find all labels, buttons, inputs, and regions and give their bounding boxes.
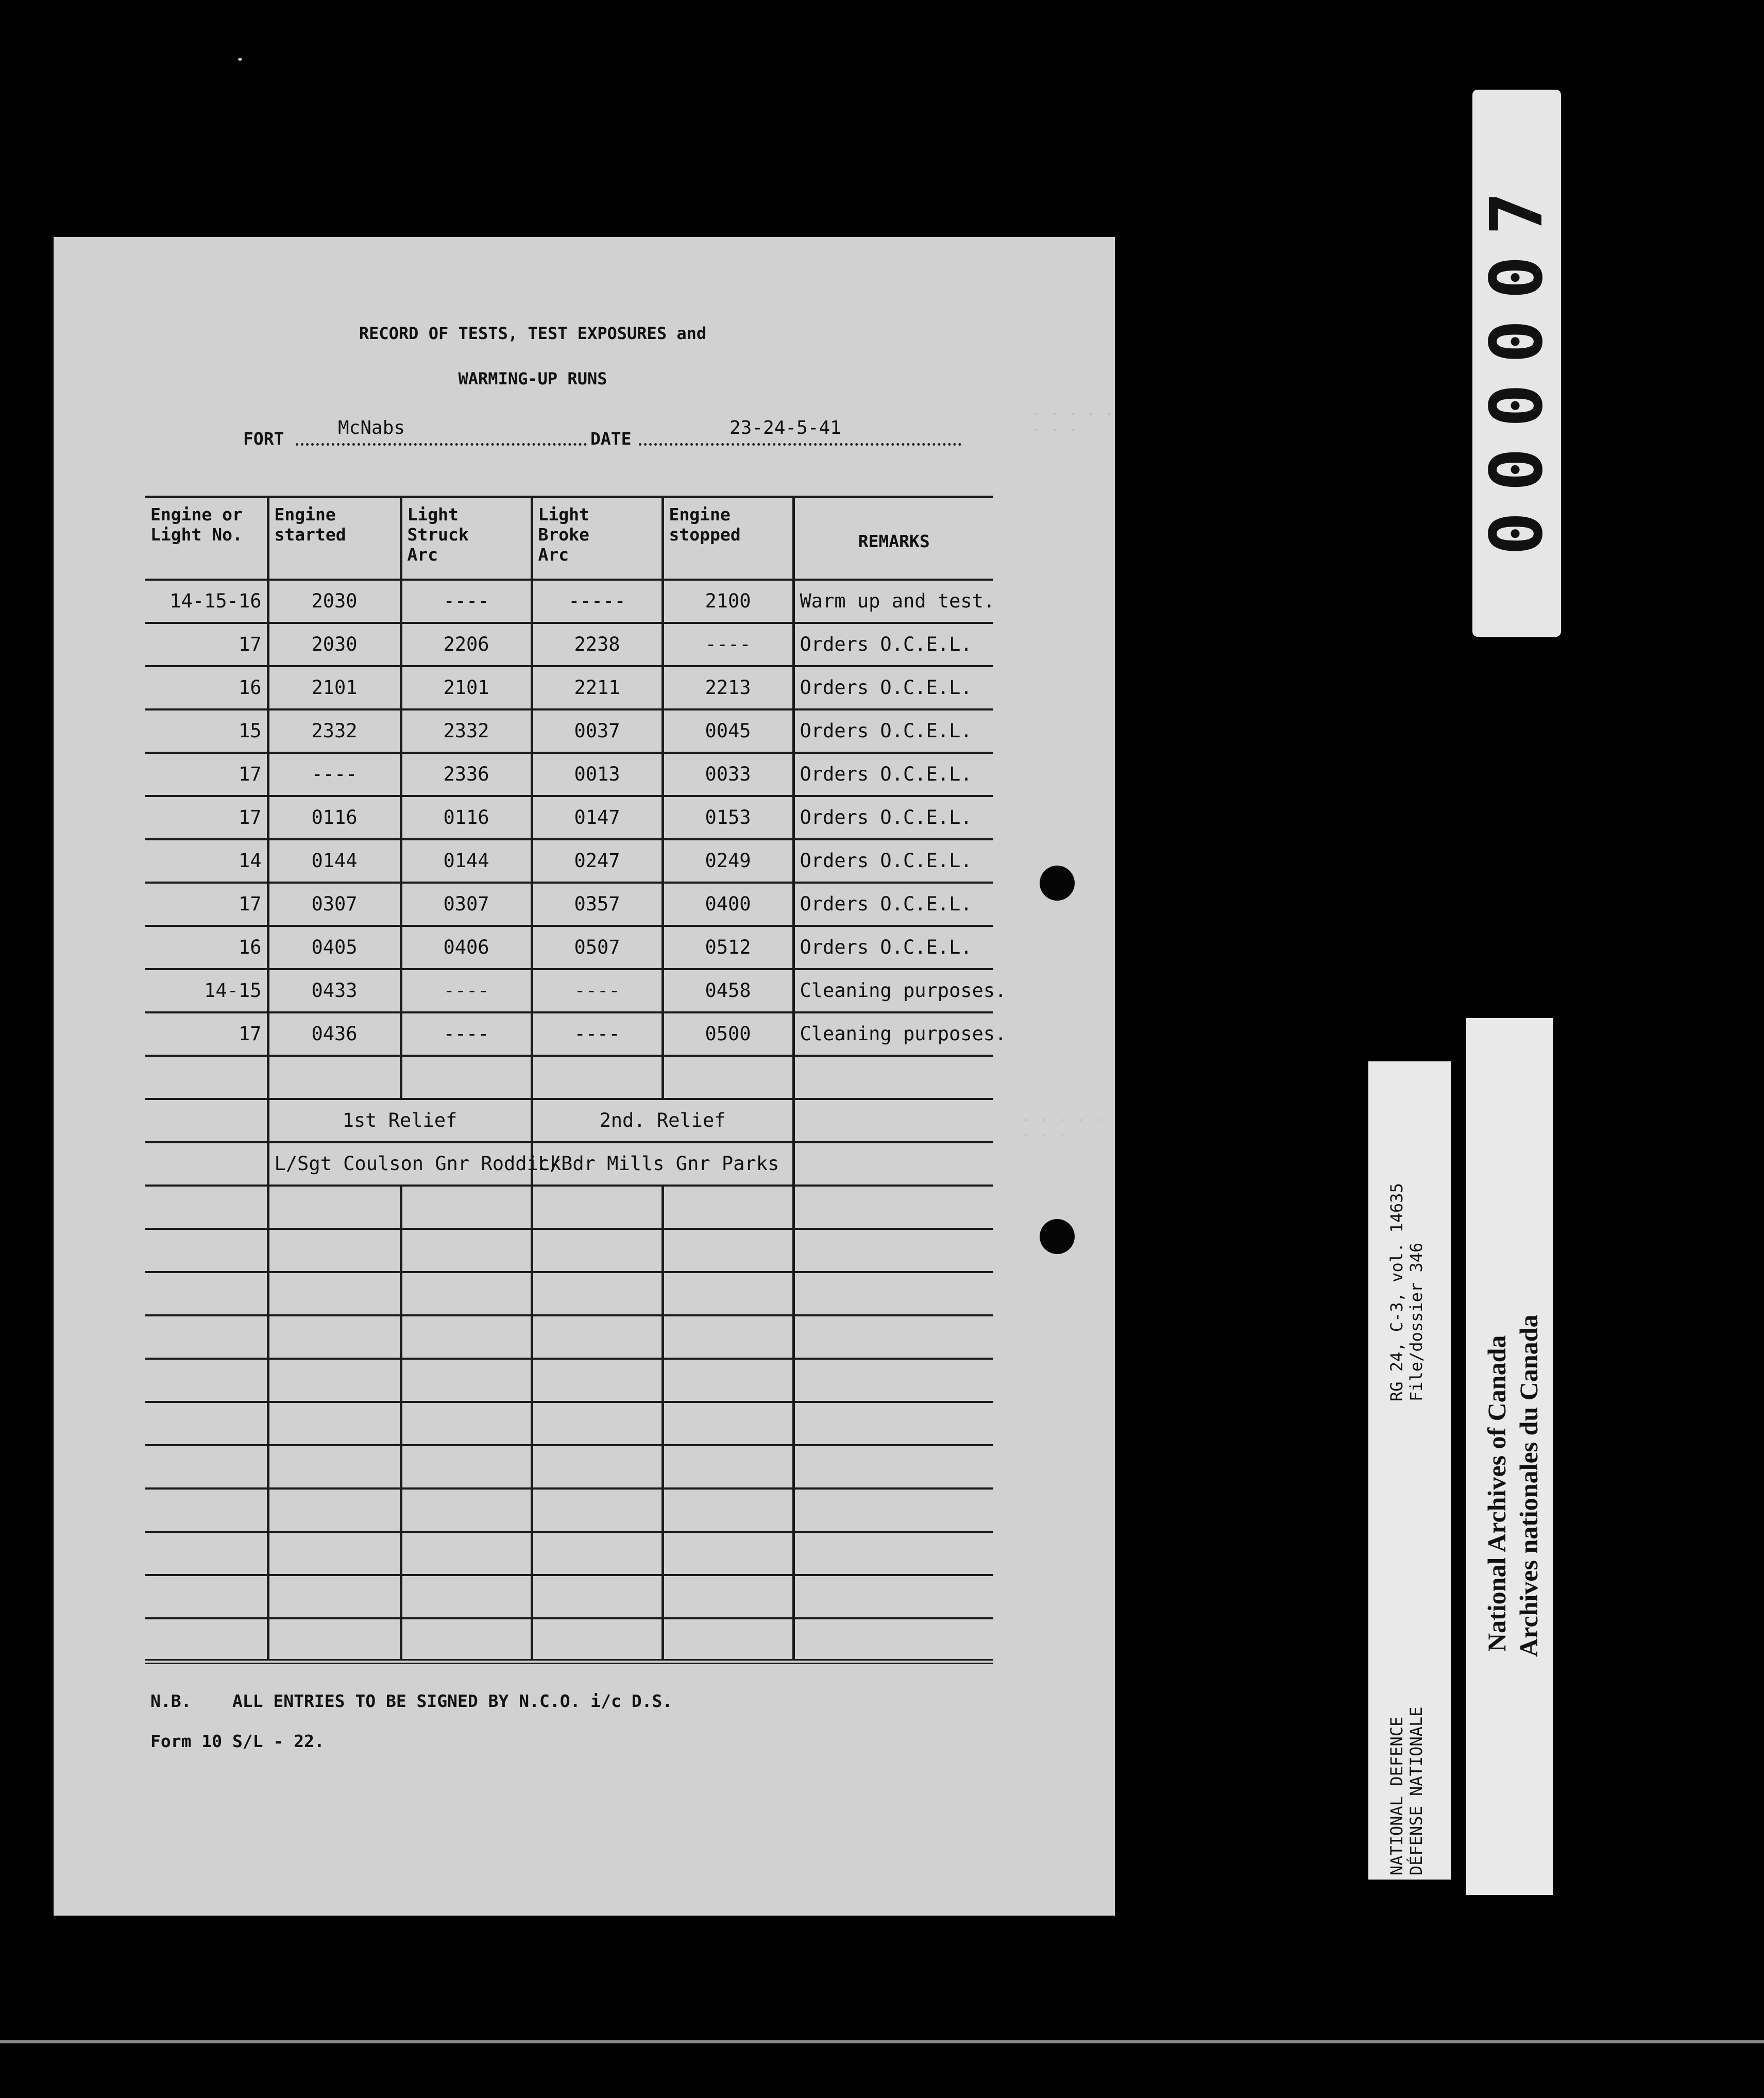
relief-names-row bbox=[145, 1142, 993, 1186]
national-archives-label bbox=[1466, 1018, 1553, 1895]
form-number: Form 10 S/L - 22. bbox=[150, 1731, 325, 1751]
engine-stopped-cell: 0045 bbox=[663, 709, 793, 753]
light-broke-cell: ---- bbox=[532, 969, 663, 1012]
light-number-cell: 16 bbox=[145, 926, 268, 969]
reference-line-2: File/dossier 346 bbox=[1406, 1242, 1426, 1401]
column-header-remarks: REMARKS bbox=[793, 497, 993, 580]
engine-stopped-cell: ---- bbox=[663, 623, 793, 666]
light-number-cell: 14-15-16 bbox=[145, 580, 268, 623]
table-row bbox=[145, 753, 993, 796]
date-dotted-line bbox=[639, 443, 961, 446]
light-broke-cell: ----- bbox=[532, 580, 663, 623]
engine-started-cell: 0405 bbox=[268, 926, 401, 969]
table-row bbox=[145, 883, 993, 926]
table-row bbox=[145, 623, 993, 666]
table-row bbox=[145, 1618, 993, 1662]
form-title-line-1: RECORD OF TESTS, TEST EXPOSURES and bbox=[359, 324, 707, 343]
punch-hole bbox=[1040, 1219, 1075, 1254]
fort-label: FORT bbox=[243, 429, 284, 449]
light-struck-cell: 0406 bbox=[401, 926, 532, 969]
record-table bbox=[145, 496, 1007, 1664]
remarks-cell: Orders O.C.E.L. bbox=[793, 926, 993, 969]
scan-speck bbox=[238, 58, 242, 61]
light-broke-cell: ---- bbox=[532, 1012, 663, 1056]
table-row bbox=[145, 1012, 993, 1056]
fort-value: McNabs bbox=[338, 417, 405, 438]
frame-number-stamp bbox=[1472, 90, 1561, 637]
engine-stopped-cell: 0400 bbox=[663, 883, 793, 926]
light-number-cell: 17 bbox=[145, 1012, 268, 1056]
table-row bbox=[145, 926, 993, 969]
reference-line-1: RG 24, C-3, vol. 14635 bbox=[1387, 1183, 1406, 1401]
signature-note: N.B. ALL ENTRIES TO BE SIGNED BY N.C.O. i/c D.S. bbox=[150, 1691, 673, 1711]
light-broke-cell: 0247 bbox=[532, 839, 663, 883]
light-broke-cell: 2238 bbox=[532, 623, 663, 666]
engine-started-cell: 2332 bbox=[268, 709, 401, 753]
table-row bbox=[145, 1315, 993, 1359]
engine-started-cell: 0116 bbox=[268, 796, 401, 839]
remarks-cell: Cleaning purposes. bbox=[793, 969, 993, 1012]
column-header-engine-stopped: Engine stopped bbox=[663, 497, 793, 580]
engine-stopped-cell: 0458 bbox=[663, 969, 793, 1012]
remarks-cell: Orders O.C.E.L. bbox=[793, 796, 993, 839]
test-record-form bbox=[54, 237, 1115, 1916]
table-row bbox=[145, 796, 993, 839]
table-row bbox=[145, 1532, 993, 1575]
light-struck-cell: ---- bbox=[401, 969, 532, 1012]
remarks-cell: Orders O.C.E.L. bbox=[793, 709, 993, 753]
remarks-cell: Warm up and test. bbox=[793, 580, 993, 623]
relief-heading-row bbox=[145, 1099, 993, 1142]
light-struck-cell: ---- bbox=[401, 580, 532, 623]
engine-started-cell: 0144 bbox=[268, 839, 401, 883]
light-number-cell: 14 bbox=[145, 839, 268, 883]
engine-started-cell: 0433 bbox=[268, 969, 401, 1012]
table-row bbox=[145, 1445, 993, 1488]
column-header-light-struck-arc: Light Struck Arc bbox=[401, 497, 532, 580]
light-struck-cell: 2336 bbox=[401, 753, 532, 796]
light-broke-cell: 0147 bbox=[532, 796, 663, 839]
column-header-engine-or-light: Engine or Light No. bbox=[145, 497, 268, 580]
second-relief-heading: 2nd. Relief bbox=[532, 1099, 793, 1142]
table-row bbox=[145, 1359, 993, 1402]
punch-hole bbox=[1040, 866, 1075, 901]
form-title-line-2: WARMING-UP RUNS bbox=[458, 369, 607, 388]
engine-stopped-cell: 0249 bbox=[663, 839, 793, 883]
light-broke-cell: 2211 bbox=[532, 666, 663, 709]
light-broke-cell: 0013 bbox=[532, 753, 663, 796]
bleed-through-marks: · · · · · · · · bbox=[1022, 1113, 1104, 1144]
archives-name-en: National Archives of Canada bbox=[1482, 1335, 1511, 1652]
table-row bbox=[145, 1402, 993, 1445]
column-header-light-broke-arc: Light Broke Arc bbox=[532, 497, 663, 580]
archives-name-fr: Archives nationales du Canada bbox=[1514, 1314, 1543, 1657]
light-struck-cell: 2101 bbox=[401, 666, 532, 709]
table-row bbox=[145, 580, 993, 623]
light-number-cell: 17 bbox=[145, 883, 268, 926]
engine-stopped-cell: 0033 bbox=[663, 753, 793, 796]
light-struck-cell: 0144 bbox=[401, 839, 532, 883]
light-struck-cell: 2206 bbox=[401, 623, 532, 666]
engine-stopped-cell: 2213 bbox=[663, 666, 793, 709]
engine-stopped-cell: 0500 bbox=[663, 1012, 793, 1056]
engine-stopped-cell: 0512 bbox=[663, 926, 793, 969]
engine-started-cell: 2030 bbox=[268, 623, 401, 666]
fort-dotted-line bbox=[296, 443, 587, 446]
light-struck-cell: 0116 bbox=[401, 796, 532, 839]
engine-started-cell: 2030 bbox=[268, 580, 401, 623]
remarks-cell: Orders O.C.E.L. bbox=[793, 623, 993, 666]
table-row bbox=[145, 1575, 993, 1618]
remarks-cell: Orders O.C.E.L. bbox=[793, 753, 993, 796]
engine-stopped-cell: 0153 bbox=[663, 796, 793, 839]
engine-stopped-cell: 2100 bbox=[663, 580, 793, 623]
table-row bbox=[145, 1229, 993, 1272]
light-broke-cell: 0507 bbox=[532, 926, 663, 969]
engine-started-cell: ---- bbox=[268, 753, 401, 796]
column-header-engine-started: Engine started bbox=[268, 497, 401, 580]
remarks-cell: Orders O.C.E.L. bbox=[793, 839, 993, 883]
department-fr: DÉFENSE NATIONALE bbox=[1406, 1706, 1426, 1875]
light-broke-cell: 0037 bbox=[532, 709, 663, 753]
table-header-row bbox=[145, 497, 993, 580]
first-relief-heading: 1st Relief bbox=[268, 1099, 532, 1142]
light-number-cell: 15 bbox=[145, 709, 268, 753]
remarks-cell: Orders O.C.E.L. bbox=[793, 666, 993, 709]
light-struck-cell: ---- bbox=[401, 1012, 532, 1056]
second-relief-names: L/Bdr Mills Gnr Parks bbox=[532, 1142, 793, 1186]
remarks-cell: Cleaning purposes. bbox=[793, 1012, 993, 1056]
light-struck-cell: 2332 bbox=[401, 709, 532, 753]
light-struck-cell: 0307 bbox=[401, 883, 532, 926]
engine-started-cell: 2101 bbox=[268, 666, 401, 709]
remarks-cell: Orders O.C.E.L. bbox=[793, 883, 993, 926]
table-row bbox=[145, 1488, 993, 1532]
table-row bbox=[145, 1186, 993, 1229]
table-row bbox=[145, 839, 993, 883]
frame-number: 000007 bbox=[1474, 171, 1559, 555]
table-row bbox=[145, 1056, 993, 1099]
first-relief-names: L/Sgt Coulson Gnr Roddick bbox=[268, 1142, 532, 1186]
engine-started-cell: 0436 bbox=[268, 1012, 401, 1056]
department-en: NATIONAL DEFENCE bbox=[1387, 1716, 1406, 1875]
film-edge-line bbox=[0, 2040, 1764, 2043]
light-number-cell: 17 bbox=[145, 796, 268, 839]
table-row bbox=[145, 1272, 993, 1315]
light-number-cell: 16 bbox=[145, 666, 268, 709]
date-value: 23-24-5-41 bbox=[730, 417, 841, 438]
table-row bbox=[145, 666, 993, 709]
archive-reference-label bbox=[1368, 1061, 1451, 1880]
light-number-cell: 17 bbox=[145, 623, 268, 666]
table-row bbox=[145, 709, 993, 753]
light-number-cell: 17 bbox=[145, 753, 268, 796]
bleed-through-marks: · · · · · · · · bbox=[1032, 407, 1114, 438]
table-row bbox=[145, 969, 993, 1012]
date-label: DATE bbox=[590, 429, 632, 449]
engine-started-cell: 0307 bbox=[268, 883, 401, 926]
light-number-cell: 14-15 bbox=[145, 969, 268, 1012]
light-broke-cell: 0357 bbox=[532, 883, 663, 926]
